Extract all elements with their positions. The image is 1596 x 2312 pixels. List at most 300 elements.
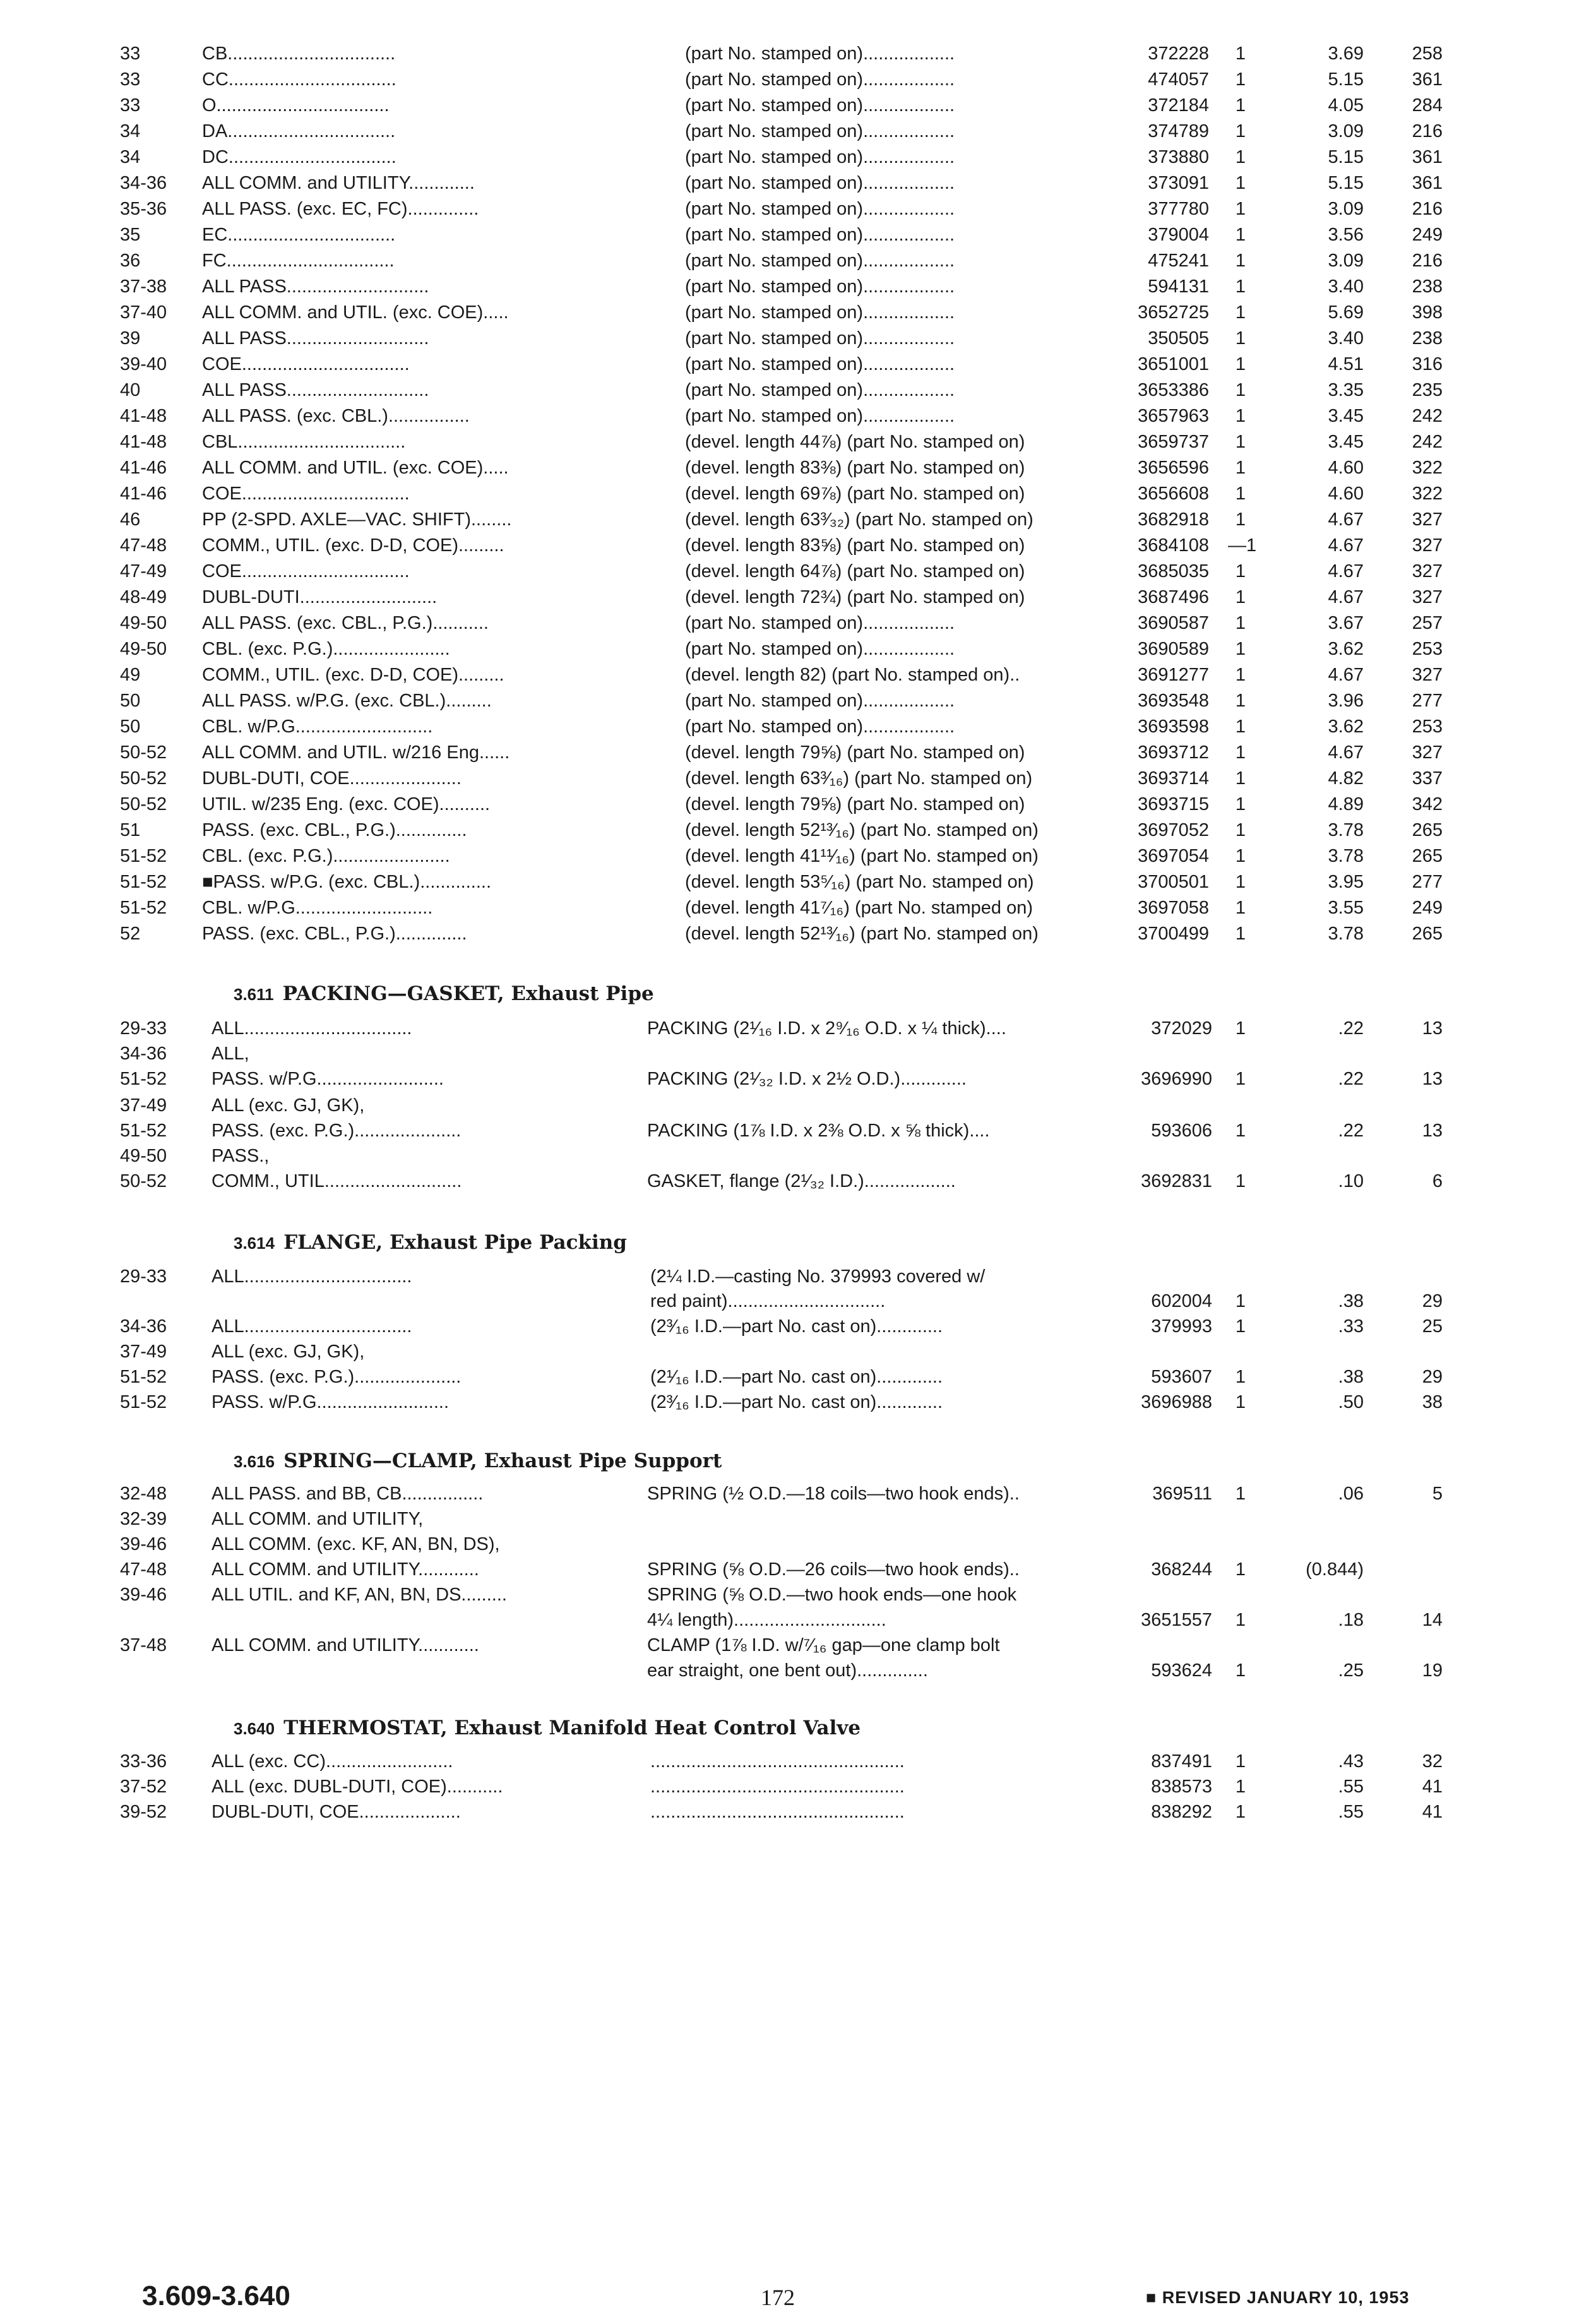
quantity: 1 <box>1235 1660 1246 1681</box>
model-applicability: ALL................................. <box>211 1018 412 1039</box>
weight: 265 <box>1412 924 1443 944</box>
section-number: 3.614 <box>234 1234 275 1253</box>
list-price: 3.96 <box>1328 691 1364 711</box>
weight: 14 <box>1422 1610 1443 1630</box>
part-description: SPRING (⅝ O.D.—two hook ends—one hook <box>647 1585 1017 1605</box>
model-applicability: ALL PASS............................ <box>202 380 429 400</box>
quantity: 1 <box>1235 251 1246 271</box>
year-range: 37-49 <box>120 1342 167 1362</box>
list-price: .10 <box>1338 1171 1364 1191</box>
part-description: (devel. length 79⅝) (part No. stamped on) <box>685 794 1025 814</box>
part-number: 373091 <box>1148 173 1209 193</box>
year-range: 37-38 <box>120 277 167 297</box>
part-number: 593624 <box>1151 1660 1212 1681</box>
model-applicability: COMM., UTIL. (exc. D-D, COE)......... <box>202 665 504 685</box>
list-price: 4.51 <box>1328 354 1364 374</box>
model-applicability: ALL................................. <box>211 1266 412 1287</box>
quantity: 1 <box>1235 1392 1246 1412</box>
section-heading <box>234 1229 627 1256</box>
model-applicability: ALL COMM. and UTIL. (exc. COE)..... <box>202 302 509 323</box>
model-applicability: ALL UTIL. and KF, AN, BN, DS......... <box>211 1585 507 1605</box>
year-range: 34-36 <box>120 173 167 193</box>
part-number: 3697058 <box>1138 898 1209 918</box>
list-price: 3.62 <box>1328 639 1364 659</box>
model-applicability: ALL................................. <box>211 1316 412 1337</box>
list-price: 3.78 <box>1328 924 1364 944</box>
quantity: 1 <box>1235 1121 1246 1141</box>
model-applicability: CB................................. <box>202 44 396 64</box>
quantity: 1 <box>1235 44 1246 64</box>
model-applicability: CBL. w/P.G........................... <box>202 717 433 737</box>
part-number: 373880 <box>1148 147 1209 167</box>
model-applicability: COE................................. <box>202 354 410 374</box>
quantity: 1 <box>1235 587 1246 607</box>
model-applicability: PASS., <box>211 1146 270 1166</box>
model-applicability: DUBL-DUTI, COE.................... <box>211 1802 461 1822</box>
part-description: 4¼ length).............................. <box>647 1610 886 1630</box>
quantity: 1 <box>1235 302 1246 323</box>
footer-revised-date: ■ REVISED JANUARY 10, 1953 <box>1146 2288 1410 2307</box>
quantity: 1 <box>1235 277 1246 297</box>
model-applicability: ALL (exc. CC)......................... <box>211 1751 453 1772</box>
part-description: (devel. length 63³⁄₃₂) (part No. stamped on) <box>685 509 1033 530</box>
model-applicability: ALL (exc. DUBL-DUTI, COE)........... <box>211 1777 503 1797</box>
part-description: (devel. length 82) (part No. stamped on).. <box>685 665 1020 685</box>
weight: 13 <box>1422 1121 1443 1141</box>
model-applicability: PASS. (exc. P.G.)..................... <box>211 1121 462 1141</box>
weight: 19 <box>1422 1660 1443 1681</box>
weight: 41 <box>1422 1777 1443 1797</box>
list-price: 3.95 <box>1328 872 1364 892</box>
list-price: 4.60 <box>1328 484 1364 504</box>
part-number: 3691277 <box>1138 665 1209 685</box>
weight: 327 <box>1412 561 1443 581</box>
part-description: (2³⁄₁₆ I.D.—part No. cast on)............. <box>650 1392 943 1412</box>
list-price: 3.40 <box>1328 328 1364 349</box>
model-applicability: PASS. w/P.G.......................... <box>211 1392 450 1412</box>
part-number: 474057 <box>1148 69 1209 90</box>
part-description: (part No. stamped on).................. <box>685 44 955 64</box>
model-applicability: ALL COMM. and UTILITY............. <box>202 173 475 193</box>
quantity: 1 <box>1235 846 1246 866</box>
weight: 327 <box>1412 587 1443 607</box>
part-description: .................................................. <box>650 1777 905 1797</box>
part-description: (devel. length 72¾) (part No. stamped on) <box>685 587 1025 607</box>
weight: 258 <box>1412 44 1443 64</box>
part-number: 3700499 <box>1138 924 1209 944</box>
part-description: (devel. length 83⅜) (part No. stamped on) <box>685 458 1025 478</box>
list-price: 5.15 <box>1328 69 1364 90</box>
weight: 277 <box>1412 872 1443 892</box>
year-range: 39 <box>120 328 141 349</box>
quantity: 1 <box>1235 1069 1246 1089</box>
list-price: 3.09 <box>1328 199 1364 219</box>
section-title: FLANGE, Exhaust Pipe Packing <box>283 1231 627 1254</box>
year-range: 29-33 <box>120 1266 167 1287</box>
list-price: 5.69 <box>1328 302 1364 323</box>
part-number: 3685035 <box>1138 561 1209 581</box>
part-description: (part No. stamped on).................. <box>685 225 955 245</box>
weight: 342 <box>1412 794 1443 814</box>
model-applicability: ALL PASS............................ <box>202 328 429 349</box>
weight: 38 <box>1422 1392 1443 1412</box>
year-range: 49-50 <box>120 613 167 633</box>
weight: 361 <box>1412 69 1443 90</box>
model-applicability: ALL COMM. and UTILITY, <box>211 1509 424 1529</box>
weight: 41 <box>1422 1802 1443 1822</box>
quantity: 1 <box>1235 1751 1246 1772</box>
model-applicability: CBL. w/P.G........................... <box>202 898 433 918</box>
model-applicability: ALL COMM. and UTILITY............ <box>211 1559 479 1580</box>
list-price: .06 <box>1338 1484 1364 1504</box>
list-price: .55 <box>1338 1777 1364 1797</box>
part-number: 3692831 <box>1141 1171 1212 1191</box>
year-range: 51-52 <box>120 898 167 918</box>
part-number: 3700501 <box>1138 872 1209 892</box>
weight: 327 <box>1412 535 1443 556</box>
list-price: 3.09 <box>1328 121 1364 141</box>
year-range: 51-52 <box>120 1367 167 1387</box>
part-number: 593606 <box>1151 1121 1212 1141</box>
weight: 316 <box>1412 354 1443 374</box>
part-number: 3652725 <box>1138 302 1209 323</box>
year-range: 41-48 <box>120 406 167 426</box>
part-number: 3697054 <box>1138 846 1209 866</box>
quantity: 1 <box>1235 665 1246 685</box>
weight: 242 <box>1412 406 1443 426</box>
part-number: 3696988 <box>1141 1392 1212 1412</box>
year-range: 39-52 <box>120 1802 167 1822</box>
part-description: (part No. stamped on).................. <box>685 354 955 374</box>
year-range: 37-49 <box>120 1095 167 1116</box>
part-number: 3690587 <box>1138 613 1209 633</box>
quantity: 1 <box>1235 872 1246 892</box>
list-price: 3.62 <box>1328 717 1364 737</box>
model-applicability: UTIL. w/235 Eng. (exc. COE).......... <box>202 794 491 814</box>
part-number: 368244 <box>1151 1559 1212 1580</box>
model-applicability: CBL................................. <box>202 432 406 452</box>
weight: 327 <box>1412 665 1443 685</box>
weight: 337 <box>1412 768 1443 789</box>
model-applicability: DA................................. <box>202 121 396 141</box>
year-range: 49-50 <box>120 1146 167 1166</box>
quantity: 1 <box>1235 1802 1246 1822</box>
list-price: 3.55 <box>1328 898 1364 918</box>
year-range: 33 <box>120 44 141 64</box>
part-number: 374789 <box>1148 121 1209 141</box>
part-description: (part No. stamped on).................. <box>685 380 955 400</box>
part-number: 475241 <box>1148 251 1209 271</box>
quantity: 1 <box>1235 1610 1246 1630</box>
quantity: 1 <box>1235 432 1246 452</box>
quantity: 1 <box>1235 742 1246 763</box>
quantity: —1 <box>1228 535 1257 556</box>
weight: 242 <box>1412 432 1443 452</box>
weight: 216 <box>1412 251 1443 271</box>
part-description: CLAMP (1⅞ I.D. w/⁷⁄₁₆ gap—one clamp bolt <box>647 1635 1000 1655</box>
year-range: 41-46 <box>120 458 167 478</box>
list-price: .50 <box>1338 1392 1364 1412</box>
part-description: (part No. stamped on).................. <box>685 717 955 737</box>
part-description: (part No. stamped on).................. <box>685 173 955 193</box>
part-description: (part No. stamped on).................. <box>685 302 955 323</box>
model-applicability: PASS. (exc. P.G.)..................... <box>211 1367 462 1387</box>
list-price: 3.35 <box>1328 380 1364 400</box>
list-price: .55 <box>1338 1802 1364 1822</box>
part-number: 3690589 <box>1138 639 1209 659</box>
weight: 322 <box>1412 484 1443 504</box>
part-number: 3697052 <box>1138 820 1209 840</box>
part-number: 3656608 <box>1138 484 1209 504</box>
model-applicability: ■PASS. w/P.G. (exc. CBL.).............. <box>202 872 492 892</box>
part-description: SPRING (½ O.D.—18 coils—two hook ends).. <box>647 1484 1020 1504</box>
year-range: 37-48 <box>120 1635 167 1655</box>
part-number: 3693714 <box>1138 768 1209 789</box>
part-number: 3684108 <box>1138 535 1209 556</box>
quantity: 1 <box>1235 69 1246 90</box>
model-applicability: CBL. (exc. P.G.)....................... <box>202 846 450 866</box>
list-price: .22 <box>1338 1121 1364 1141</box>
quantity: 1 <box>1235 1291 1246 1311</box>
weight: 238 <box>1412 328 1443 349</box>
quantity: 1 <box>1235 354 1246 374</box>
part-number: 377780 <box>1148 199 1209 219</box>
part-description: (devel. length 83⅝) (part No. stamped on) <box>685 535 1025 556</box>
year-range: 51-52 <box>120 872 167 892</box>
model-applicability: EC................................. <box>202 225 396 245</box>
year-range: 34 <box>120 147 141 167</box>
section-number: 3.611 <box>234 985 274 1004</box>
part-description: (2¹⁄₁₆ I.D.—part No. cast on)............. <box>650 1367 943 1387</box>
part-number: 838292 <box>1151 1802 1212 1822</box>
quantity: 1 <box>1235 691 1246 711</box>
quantity: 1 <box>1235 1559 1246 1580</box>
section-title: SPRING—CLAMP, Exhaust Pipe Support <box>283 1450 722 1472</box>
weight: 235 <box>1412 380 1443 400</box>
quantity: 1 <box>1235 509 1246 530</box>
list-price: 4.67 <box>1328 742 1364 763</box>
part-number: 372228 <box>1148 44 1209 64</box>
weight: 238 <box>1412 277 1443 297</box>
year-range: 51-52 <box>120 1069 167 1089</box>
weight: 398 <box>1412 302 1443 323</box>
model-applicability: PASS. (exc. CBL., P.G.).............. <box>202 820 467 840</box>
model-applicability: ALL COMM. and UTILITY............ <box>211 1635 479 1655</box>
weight: 361 <box>1412 147 1443 167</box>
quantity: 1 <box>1235 613 1246 633</box>
model-applicability: PASS. w/P.G......................... <box>211 1069 444 1089</box>
part-number: 379993 <box>1151 1316 1212 1337</box>
weight: 13 <box>1422 1018 1443 1039</box>
weight: 249 <box>1412 225 1443 245</box>
quantity: 1 <box>1235 1777 1246 1797</box>
year-range: 32-39 <box>120 1509 167 1529</box>
weight: 327 <box>1412 742 1443 763</box>
part-description: (part No. stamped on).................. <box>685 121 955 141</box>
model-applicability: PASS. (exc. CBL., P.G.).............. <box>202 924 467 944</box>
list-price: 4.82 <box>1328 768 1364 789</box>
part-number: 3657963 <box>1138 406 1209 426</box>
part-number: 3693548 <box>1138 691 1209 711</box>
quantity: 1 <box>1235 561 1246 581</box>
footer-page-number: 172 <box>761 2285 795 2310</box>
weight: 13 <box>1422 1069 1443 1089</box>
year-range: 50-52 <box>120 768 167 789</box>
list-price: 4.05 <box>1328 95 1364 116</box>
model-applicability: FC................................. <box>202 251 395 271</box>
model-applicability: ALL (exc. GJ, GK), <box>211 1095 365 1116</box>
weight: 253 <box>1412 717 1443 737</box>
part-description: (devel. length 52¹³⁄₁₆) (part No. stamped on) <box>685 820 1039 840</box>
quantity: 1 <box>1235 406 1246 426</box>
model-applicability: CC................................. <box>202 69 396 90</box>
year-range: 51-52 <box>120 1392 167 1412</box>
year-range: 40 <box>120 380 141 400</box>
part-description: (devel. length 64⅞) (part No. stamped on) <box>685 561 1025 581</box>
list-price: .43 <box>1338 1751 1364 1772</box>
model-applicability: ALL PASS. (exc. EC, FC).............. <box>202 199 479 219</box>
part-description: PACKING (2¹⁄₃₂ I.D. x 2½ O.D.)............. <box>647 1069 967 1089</box>
year-range: 37-52 <box>120 1777 167 1797</box>
list-price: 5.15 <box>1328 173 1364 193</box>
part-number: 837491 <box>1151 1751 1212 1772</box>
model-applicability: O.................................. <box>202 95 390 116</box>
part-number: 3651557 <box>1141 1610 1212 1630</box>
quantity: 1 <box>1235 328 1246 349</box>
part-number: 379004 <box>1148 225 1209 245</box>
year-range: 39-46 <box>120 1534 167 1554</box>
part-description: (part No. stamped on).................. <box>685 639 955 659</box>
quantity: 1 <box>1235 121 1246 141</box>
part-description: (part No. stamped on).................. <box>685 199 955 219</box>
list-price: 3.45 <box>1328 432 1364 452</box>
part-description: (part No. stamped on).................. <box>685 691 955 711</box>
year-range: 51 <box>120 820 141 840</box>
part-description: (devel. length 44⅞) (part No. stamped on) <box>685 432 1025 452</box>
year-range: 50-52 <box>120 794 167 814</box>
year-range: 48-49 <box>120 587 167 607</box>
year-range: 50-52 <box>120 1171 167 1191</box>
weight: 216 <box>1412 121 1443 141</box>
list-price: 4.67 <box>1328 587 1364 607</box>
list-price: .22 <box>1338 1069 1364 1089</box>
weight: 29 <box>1422 1367 1443 1387</box>
part-description: PACKING (2¹⁄₁₆ I.D. x 2⁹⁄₁₆ O.D. x ¼ thick).... <box>647 1018 1006 1039</box>
list-price: 4.60 <box>1328 458 1364 478</box>
list-price: .18 <box>1338 1610 1364 1630</box>
year-range: 34-36 <box>120 1316 167 1337</box>
list-price: 3.78 <box>1328 820 1364 840</box>
year-range: 41-46 <box>120 484 167 504</box>
part-description: (devel. length 79⅝) (part No. stamped on) <box>685 742 1025 763</box>
model-applicability: DUBL-DUTI........................... <box>202 587 438 607</box>
quantity: 1 <box>1235 898 1246 918</box>
year-range: 49 <box>120 665 141 685</box>
part-number: 372184 <box>1148 95 1209 116</box>
weight: 6 <box>1432 1171 1443 1191</box>
list-price: 4.67 <box>1328 535 1364 556</box>
model-applicability: ALL PASS............................ <box>202 277 429 297</box>
part-description: red paint)............................... <box>650 1291 886 1311</box>
part-description: (part No. stamped on).................. <box>685 406 955 426</box>
model-applicability: ALL COMM. (exc. KF, AN, BN, DS), <box>211 1534 500 1554</box>
weight: 216 <box>1412 199 1443 219</box>
model-applicability: CBL. (exc. P.G.)....................... <box>202 639 450 659</box>
year-range: 34 <box>120 121 141 141</box>
section-heading <box>234 1447 722 1475</box>
quantity: 1 <box>1235 199 1246 219</box>
year-range: 41-48 <box>120 432 167 452</box>
part-number: 3696990 <box>1141 1069 1212 1089</box>
part-description: ear straight, one bent out).............. <box>647 1660 928 1681</box>
list-price: 5.15 <box>1328 147 1364 167</box>
weight: 249 <box>1412 898 1443 918</box>
quantity: 1 <box>1235 717 1246 737</box>
part-description: (part No. stamped on).................. <box>685 277 955 297</box>
model-applicability: COE................................. <box>202 484 410 504</box>
list-price: (0.844) <box>1306 1559 1364 1580</box>
year-range: 39-46 <box>120 1585 167 1605</box>
part-description: SPRING (⅝ O.D.—26 coils—two hook ends).. <box>647 1559 1020 1580</box>
part-description: .................................................. <box>650 1751 905 1772</box>
model-applicability: ALL PASS. and BB, CB................ <box>211 1484 484 1504</box>
year-range: 33 <box>120 69 141 90</box>
quantity: 1 <box>1235 225 1246 245</box>
quantity: 1 <box>1235 820 1246 840</box>
weight: 257 <box>1412 613 1443 633</box>
part-number: 3659737 <box>1138 432 1209 452</box>
weight: 322 <box>1412 458 1443 478</box>
part-description: (devel. length 69⅞) (part No. stamped on) <box>685 484 1025 504</box>
part-number: 3693712 <box>1138 742 1209 763</box>
list-price: .38 <box>1338 1367 1364 1387</box>
quantity: 1 <box>1235 924 1246 944</box>
part-number: 838573 <box>1151 1777 1212 1797</box>
year-range: 29-33 <box>120 1018 167 1039</box>
section-heading <box>234 1714 861 1742</box>
model-applicability: ALL COMM. and UTIL. (exc. COE)..... <box>202 458 509 478</box>
year-range: 33 <box>120 95 141 116</box>
list-price: 3.56 <box>1328 225 1364 245</box>
part-number: 3653386 <box>1138 380 1209 400</box>
part-description: (part No. stamped on).................. <box>685 328 955 349</box>
list-price: .22 <box>1338 1018 1364 1039</box>
year-range: 50-52 <box>120 742 167 763</box>
part-number: 602004 <box>1151 1291 1212 1311</box>
part-number: 594131 <box>1148 277 1209 297</box>
quantity: 1 <box>1235 484 1246 504</box>
part-number: 3693598 <box>1138 717 1209 737</box>
quantity: 1 <box>1235 147 1246 167</box>
weight: 327 <box>1412 509 1443 530</box>
year-range: 51-52 <box>120 1121 167 1141</box>
model-applicability: DC................................. <box>202 147 396 167</box>
quantity: 1 <box>1235 95 1246 116</box>
part-number: 372029 <box>1151 1018 1212 1039</box>
year-range: 47-48 <box>120 1559 167 1580</box>
year-range: 34-36 <box>120 1044 167 1064</box>
model-applicability: DUBL-DUTI, COE...................... <box>202 768 462 789</box>
part-description: (devel. length 41⁷⁄₁₆) (part No. stamped on) <box>685 898 1033 918</box>
model-applicability: COMM., UTIL........................... <box>211 1171 462 1191</box>
quantity: 1 <box>1235 1171 1246 1191</box>
model-applicability: ALL (exc. GJ, GK), <box>211 1342 365 1362</box>
part-description: .................................................. <box>650 1802 905 1822</box>
weight: 5 <box>1432 1484 1443 1504</box>
model-applicability: PP (2-SPD. AXLE—VAC. SHIFT)........ <box>202 509 512 530</box>
list-price: .25 <box>1338 1660 1364 1681</box>
part-description: (devel. length 52¹³⁄₁₆) (part No. stamped on) <box>685 924 1039 944</box>
